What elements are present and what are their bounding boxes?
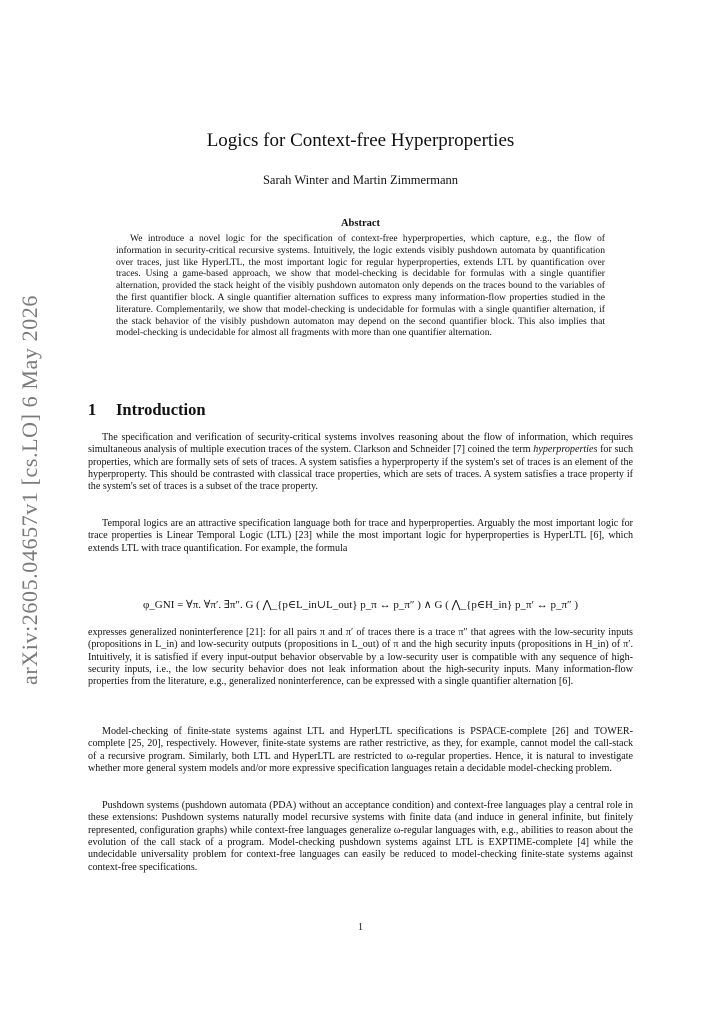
abstract-heading: Abstract (340, 218, 381, 229)
paragraph-1-emphasis: hyperproperties (533, 444, 598, 456)
arxiv-stamp (10, 294, 50, 686)
abstract-text: We introduce a novel logic for the specification of context-free hyperproperties, which capture, e.g., the flow of information in security-critical recursive systems. Intuitively, the logic extends visibly pushdown automata by quantification over traces, just like HyperLTL, the most important logic for regular hyperproperties, extends LTL by quantification over traces. Using a game-based approach, we show that model-checking is decidable for formulas with a single quantifier alternation, provided the stack height of the visibly pushdown automaton only depends on the traces bound to the variables of the first quantifier block. A single quantifier alternation suffices to express many information-flow properties studied in the literature. Complementarily, we show that model-checking is undecidable for formulas with a single quantifier alternation, if the stack behavior of the visibly pushdown automaton may depend on the second quantifier block. This also implies that model-checking is undecidable for almost all fragments with more than one quantifier alternation. (116, 233, 605, 339)
paragraph-5: Pushdown systems (pushdown automata (PDA) without an acceptance condition) and context-free languages play a central role in these extensions: Pushdown systems naturally model recursive systems with finite data (and induce in general infinite, but finitely represented, configuration graphs) while context-free languages generalize ω-regular languages with, e.g., abilities to reason about the evolution of the call stack of a program. Model-checking pushdown systems against LTL is EXPTIME-complete [4] while the undecidable universality problem for context-free languages can easily be reduced to model-checking finite-state systems against context-free specifications. (88, 800, 633, 873)
section-number: 1 (88, 400, 97, 419)
paragraph-2: Temporal logics are an attractive specification language both for trace and hyperproperties. Arguably the most important logic for trace properties is Linear Temporal Logic (LTL) [23] while the most important logic for hyperproperties is HyperLTL [6], which extends LTL with trace quantification. For example, the formula (88, 518, 633, 554)
paragraph-4: Model-checking of finite-state systems against LTL and HyperLTL specifications is PSPACE-complete [26] and TOWER-complete [25, 20], respectively. However, finite-state systems are rather restrictive, as they, for example, cannot model the call-stack of a recursive program. Similarly, both LTL and HyperLTL are restricted to ω-regular properties. Hence, it is natural to investigate whether more general system models and/or more expressive specification languages retain a decidable model-checking problem. (88, 726, 633, 775)
paragraph-1-part-a: The specification and verification of security-critical systems involves reasoning about the flow of information, which requires simultaneous analysis of multiple execution traces of the system. Clarkson and Schneider [7] coined the term (88, 432, 633, 456)
paper-title: Logics for Context-free Hyperproperties (206, 130, 515, 151)
page-number: 1 (358, 922, 363, 933)
arxiv-stamp-text: arXiv:2605.04657v1 [cs.LO] 6 May 2026 (17, 294, 43, 686)
paragraph-1 (88, 432, 633, 494)
paragraph-3: expresses generalized noninterference [21]: for all pairs π and π′ of traces there is a trace π″ that agrees with the low-security inputs (propositions in L_in) and low-security outputs (propositions in L_out) of π and the high security inputs (propositions in H_in) of π′. Intuitively, it is satisfied if every input-output behavior observable by a low-security user is compatible with any sequence of high-security inputs, i.e., the low security behavior does not leak information about the high-security inputs. Many information-flow properties from the literature, e.g., generalized noninterference, can be expressed with a single quantifier alternation [6]. (88, 627, 633, 688)
paper-authors: Sarah Winter and Martin Zimmermann (262, 173, 459, 187)
section-heading (88, 400, 206, 420)
gni-formula-text: φ_GNI = ∀π. ∀π′. ∃π″. G ( ⋀_{p∈L_in∪L_out} p_π ↔ p_π″ ) ∧ G ( ⋀_{p∈H_in} p_π′ ↔ p_π″ ) (142, 598, 579, 611)
section-title: Introduction (116, 400, 206, 419)
paragraph-1-part-b: for such properties, which are formally sets of sets of traces. A system satisfies a hyperproperty if the system's set of traces is an element of the hyperproperty. This should be contrasted with classical trace properties, which are sets of traces. A system satisfies a trace property if the system's set of traces is a subset of the trace property. (88, 444, 633, 493)
gni-formula (88, 590, 633, 618)
